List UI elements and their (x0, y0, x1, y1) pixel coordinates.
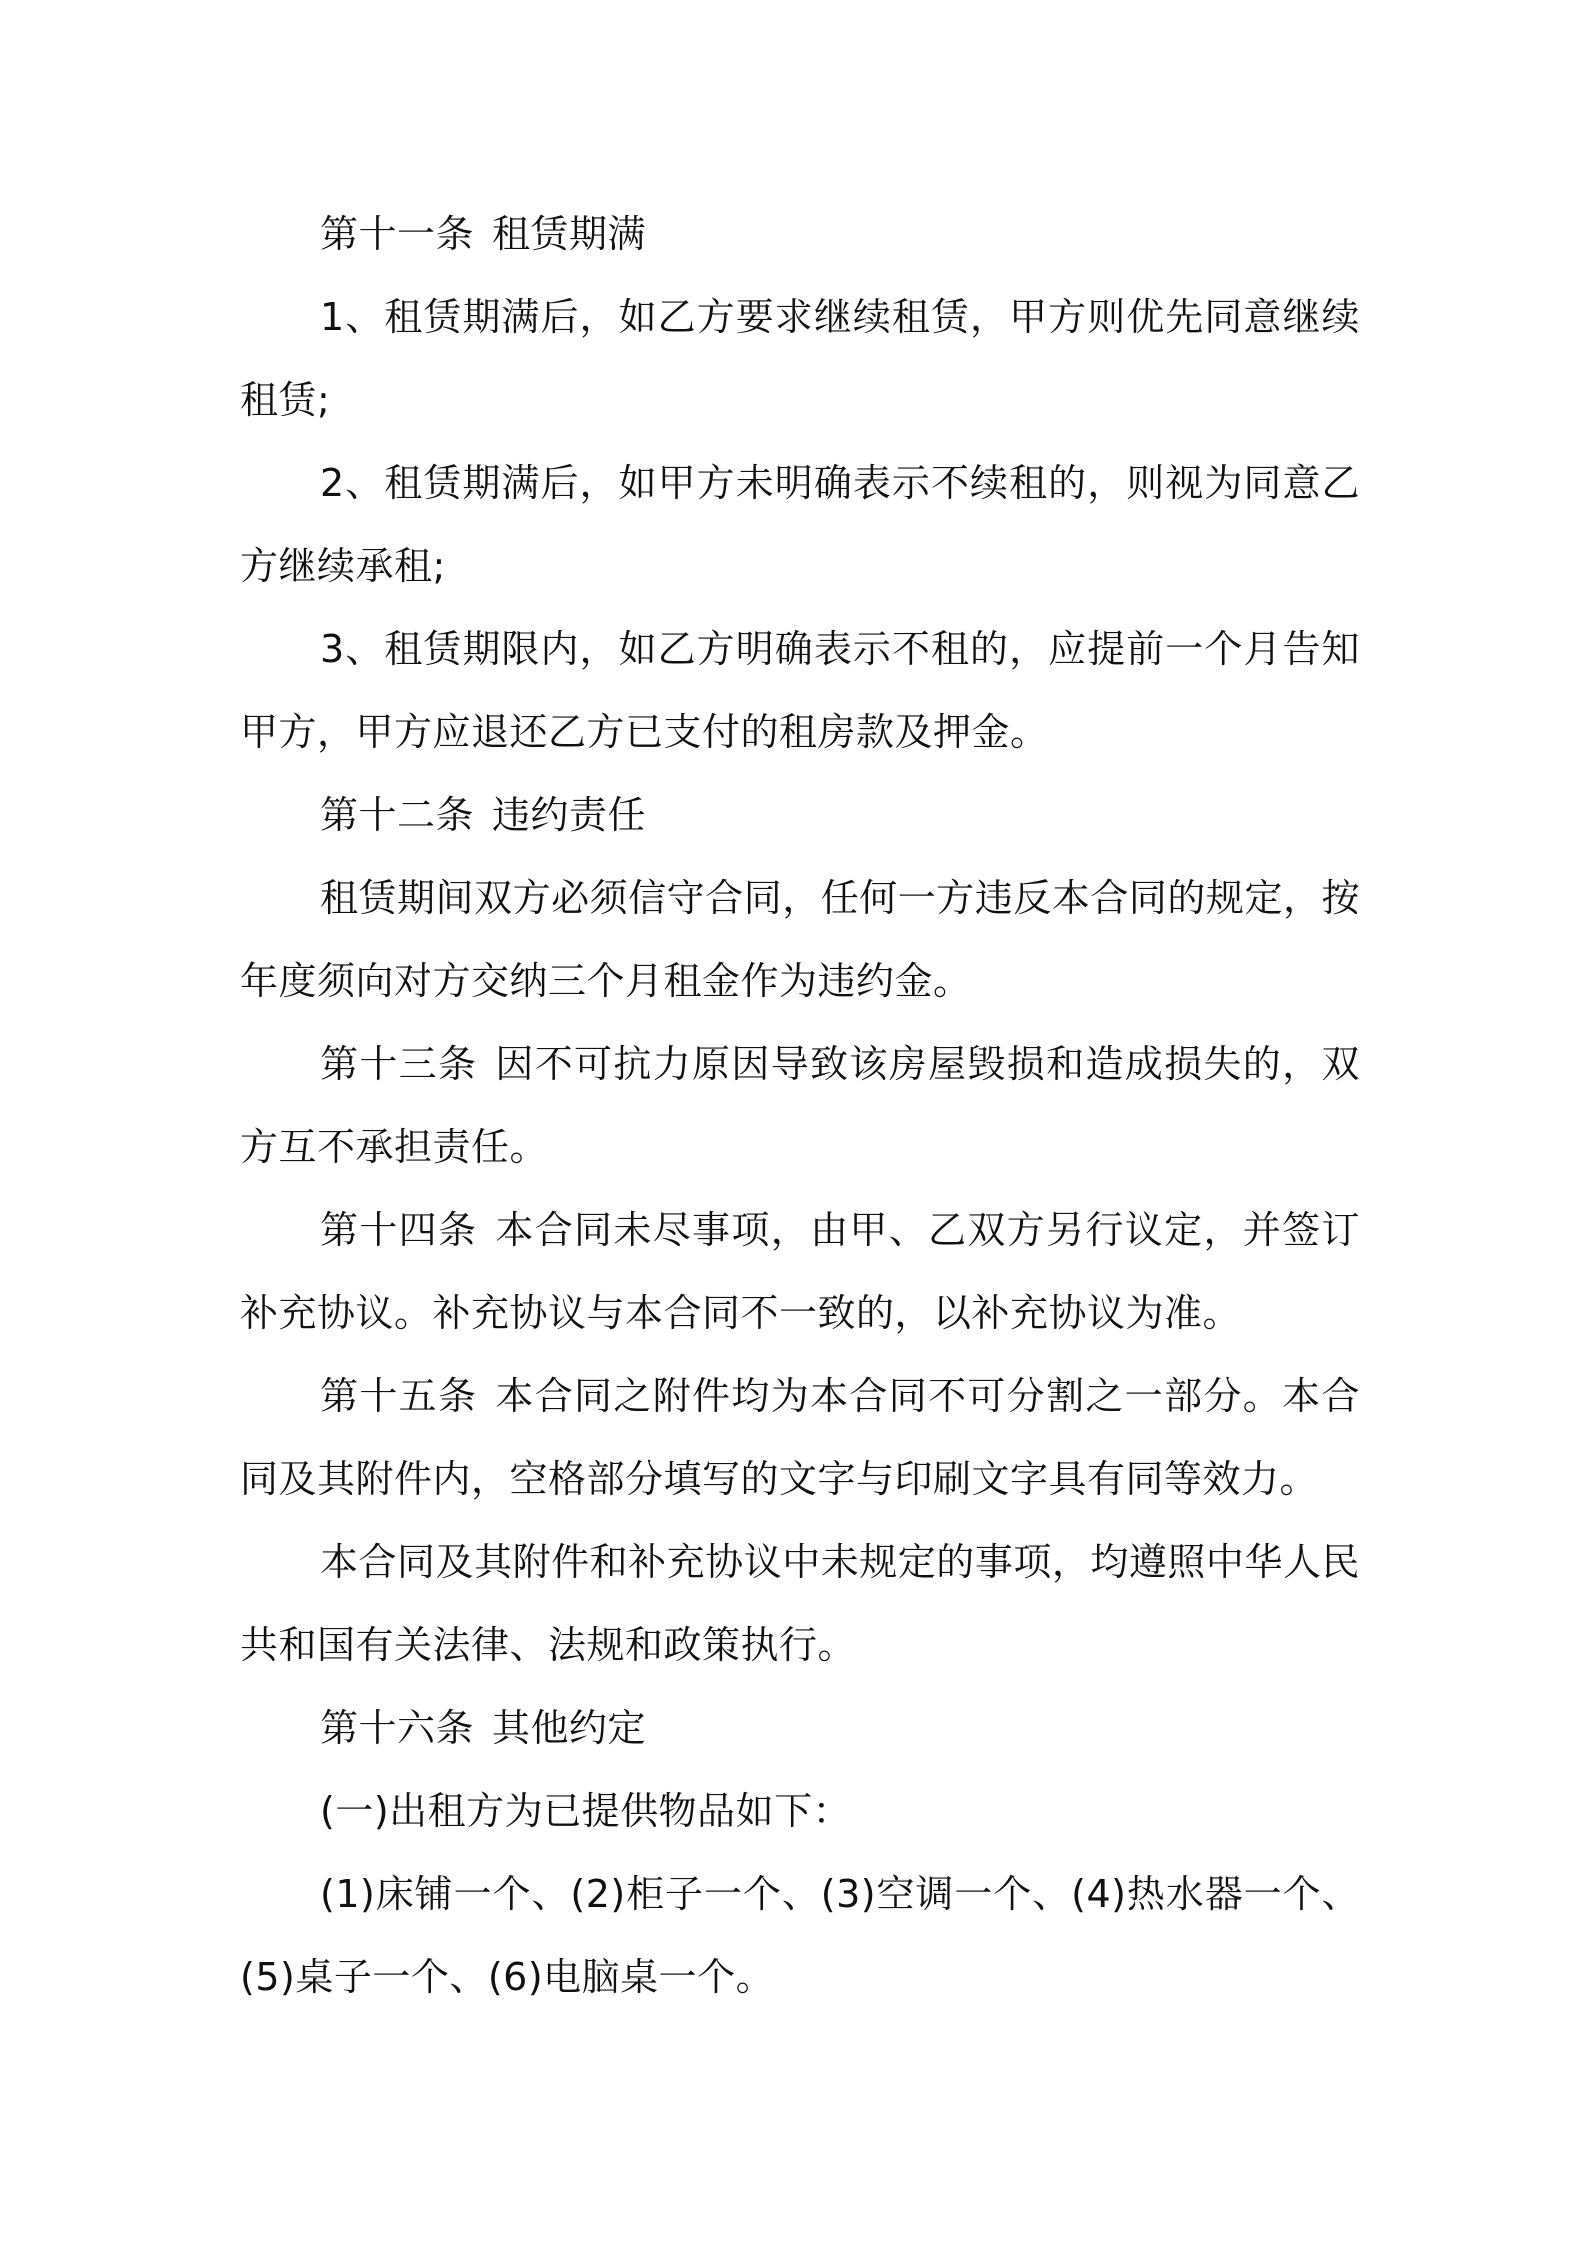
article-number: 第十五条 (320, 1374, 478, 1418)
article-11-item-1: 1、租赁期满后，如乙方要求继续租赁，甲方则优先同意继续租赁; (240, 295, 1360, 422)
article-text: 本合同未尽事项，由甲、乙双方另行议定，并签订补充协议。补充协议与本合同不一致的，以补充协议为准。 (240, 1208, 1360, 1335)
article-13 (240, 1023, 1360, 1189)
article-title: 租赁期满 (492, 212, 647, 256)
article-number: 第十一条 (320, 212, 475, 256)
article-number: 第十四条 (320, 1208, 478, 1252)
article-title: 其他约定 (492, 1706, 647, 1750)
article-12-body: 租赁期间双方必须信守合同，任何一方违反本合同的规定，按年度须向对方交纳三个月租金作为违约金。 (240, 876, 1360, 1003)
article-number: 第十三条 (320, 1042, 478, 1086)
article-15-supplement: 本合同及其附件和补充协议中未规定的事项，均遵照中华人民共和国有关法律、法规和政策执行。 (240, 1540, 1360, 1667)
article-text: 本合同之附件均为本合同不可分割之一部分。本合同及其附件内，空格部分填写的文字与印刷文字具有同等效力。 (240, 1374, 1360, 1501)
article-16-item-2: (1)床铺一个、(2)柜子一个、(3)空调一个、(4)热水器一个、(5)桌子一个、(6)电脑桌一个。 (240, 1872, 1360, 1999)
article-16-heading (240, 1687, 1360, 1770)
article-12-heading (240, 774, 1360, 857)
article-14 (240, 1189, 1360, 1355)
article-16-item-1: (一)出租方为已提供物品如下： (320, 1789, 852, 1833)
article-11-heading (240, 193, 1360, 276)
article-number: 第十六条 (320, 1706, 475, 1750)
article-number: 第十二条 (320, 793, 475, 837)
article-11-item-3: 3、租赁期限内，如乙方明确表示不租的，应提前一个月告知甲方，甲方应退还乙方已支付的租房款及押金。 (240, 627, 1360, 754)
article-text: 因不可抗力原因导致该房屋毁损和造成损失的，双方互不承担责任。 (240, 1042, 1360, 1169)
article-11-item-2: 2、租赁期满后，如甲方未明确表示不续租的，则视为同意乙方继续承租; (240, 461, 1360, 588)
article-title: 违约责任 (492, 793, 647, 837)
article-15 (240, 1355, 1360, 1521)
contract-body (240, 193, 1360, 2019)
